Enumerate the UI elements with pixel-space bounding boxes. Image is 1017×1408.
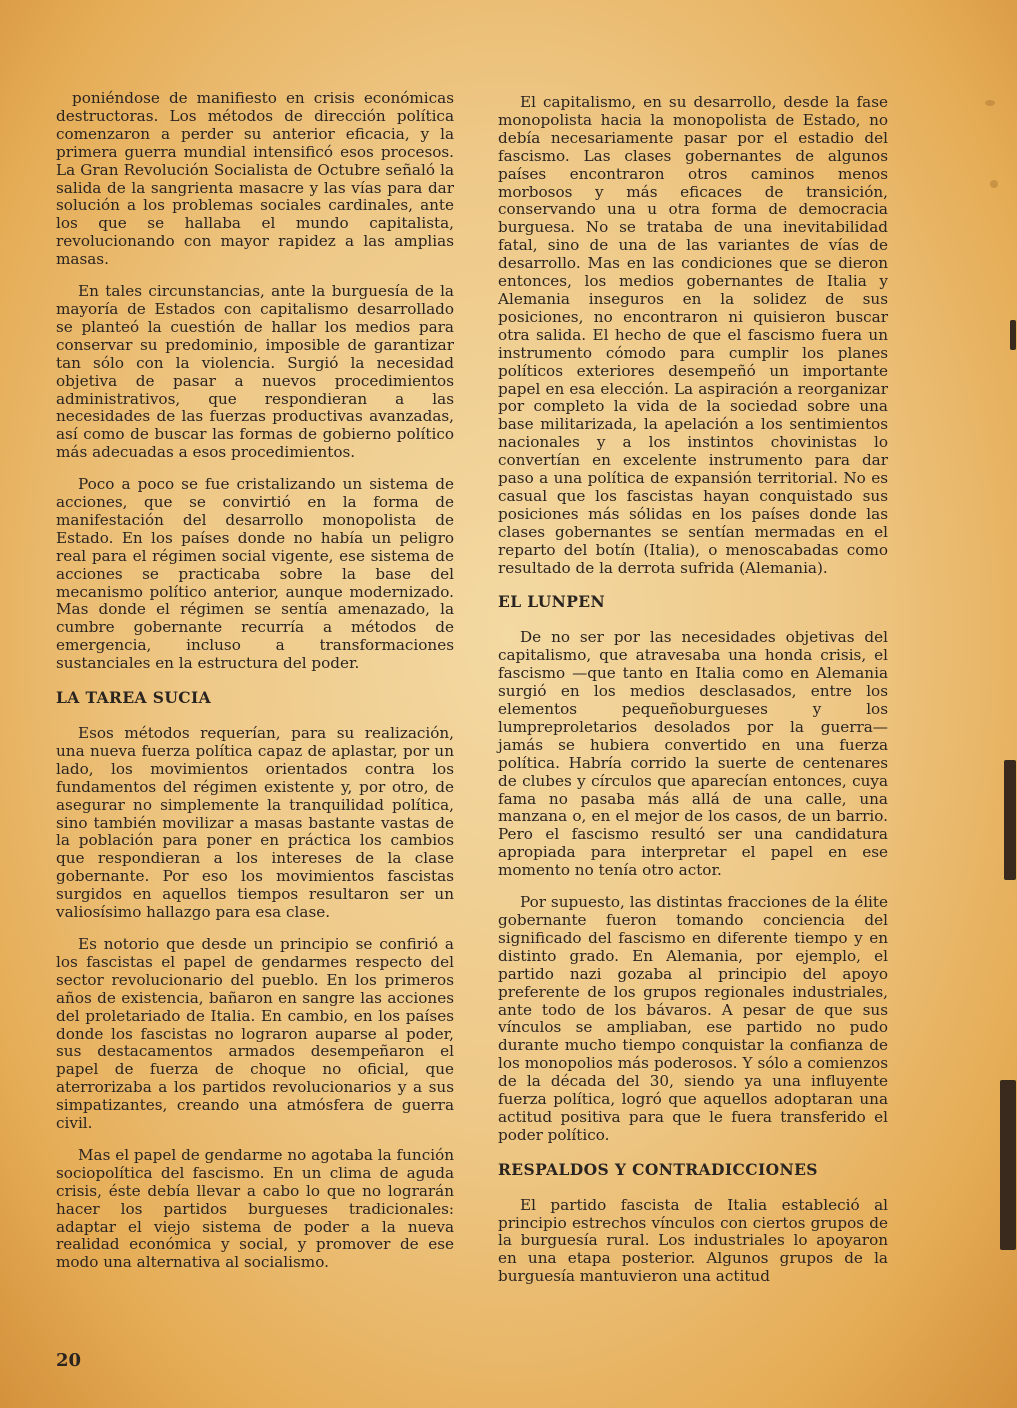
paper-tear-mark bbox=[1004, 760, 1016, 880]
paragraph: Poco a poco se fue cristalizando un sistema de acciones, que se convirtió en la forma de manifestación del desarrollo monopolista de Estado. En los países donde no había un peligro real para el régimen social vigente, ese sistema de acciones se practicaba sobre la base del mecanismo político anterior, aunque modernizado. Mas donde el régimen se sentía amenazado, la cumbre gobernante recurría a métodos de emergencia, incluso a transformaciones sustanciales en la estructura del poder. bbox=[56, 475, 454, 673]
section-heading-la-tarea-sucia: LA TAREA SUCIA bbox=[56, 688, 212, 708]
paragraph: Esos métodos requerían, para su realización, una nueva fuerza política capaz de aplastar, por un lado, los movimientos orientados contra los fundamentos del régimen existente y, por otro, de asegurar no simplemente la tranquilidad política, sino también movilizar a masas bastante vastas de la población para poner en práctica los cambios que respondieran a los intereses de la clase gobernante. Por eso los movimientos fascistas surgidos en aquellos tiempos resultaron ser un valiosísimo hallazgo para esa clase. bbox=[56, 724, 454, 922]
paper-tear-mark bbox=[1010, 320, 1016, 350]
paragraph: El capitalismo, en su desarrollo, desde la fase monopolista hacia la monopolista de Estado, no debía necesariamente pasar por el estadio del fascismo. Las clases gobernantes de algunos países encontraron otros caminos menos morbosos y más eficaces de transición, conservando una u otra forma de democracia burguesa. No se trataba de una inevitabilidad fatal, sino de una de las variantes de vías de desarrollo. Mas en las condiciones que se dieron entonces, los medios gobernantes de Italia y Alemania inseguros en la solidez de sus posiciones, no encontraron ni quisieron buscar otra salida. El hecho de que el fascismo fuera un instrumento cómodo para cumplir los planes políticos exteriores desempeñó un importante papel en esa elección. La aspiración a reorganizar por completo la vida de la sociedad sobre una base militarizada, la apelación a los sentimientos nacionales y a los instintos chovinistas lo convertían en excelente instrumento para dar paso a una política de expansión territorial. No es casual que los fascistas hayan conquistado sus posiciones más sólidas en los países donde las clases gobernantes se sentían mermadas en el reparto del botín (Italia), o menoscabadas como resultado de la derrota sufrida (Alemania). bbox=[498, 93, 888, 577]
paper-stain bbox=[990, 180, 998, 188]
left-column bbox=[56, 90, 454, 1286]
paragraph: En tales circunstancias, ante la burguesía de la mayoría de Estados con capitalismo desarrollado se planteó la cuestión de hallar los medios para conservar su predominio, imposible de garantizar tan sólo con la violencia. Surgió la necesidad objetiva de pasar a nuevos procedimientos administrativos, que respondieran a las necesidades de las fuerzas productivas avanzadas, así como de buscar las formas de gobierno político más adecuadas a esos procedimientos. bbox=[56, 282, 454, 462]
paragraph: El partido fascista de Italia estableció al principio estrechos vínculos con ciertos grupos de la burguesía rural. Los industriales lo apoyaron en una etapa posterior. Algunos grupos de la burguesía mantuvieron una actitud bbox=[498, 1195, 888, 1286]
paper-tear-mark bbox=[1000, 1080, 1016, 1250]
section-heading-el-lunpen: EL LUNPEN bbox=[498, 592, 606, 612]
right-column bbox=[498, 94, 888, 1300]
paragraph: Por supuesto, las distintas fracciones de la élite gobernante fueron tomando conciencia del significado del fascismo en diferente tiempo y en distinto grado. En Alemania, por ejemplo, el partido nazi gozaba al principio del apoyo preferente de los grupos regionales industriales, ante todo de los bávaros. A pesar de que sus vínculos se ampliaban, ese partido no pudo durante mucho tiempo conquistar la confianza de los monopolios más poderosos. Y sólo a comienzos de la década del 30, siendo ya una influyente fuerza política, logró que aquellos adoptaran una actitud positiva para que le fuera transferido el poder político. bbox=[498, 893, 888, 1144]
paragraph: De no ser por las necesidades objetivas del capitalismo, que atravesaba una honda crisis, el fascismo —que tanto en Italia como en Alemania surgió en los medios desclasados, entre los elementos pequeñoburgueses y los lumpreproletarios desolados por la guerra— jamás se hubiera convertido en una fuerza política. Habría corrido la suerte de centenares de clubes y círculos que aparecían entonces, cuya fama no pasaba más allá de una calle, una manzana o, en el mejor de los casos, de un barrio. Pero el fascismo resultó ser una candidatura apropiada para interpretar el papel en ese momento no tenía otro actor. bbox=[498, 628, 888, 880]
paragraph: Es notorio que desde un principio se confirió a los fascistas el papel de gendarmes respecto del sector revolucionario del pueblo. En los primeros años de existencia, bañaron en sangre las acciones del proletariado de Italia. En cambio, en los países donde los fascistas no lograron auparse al poder, sus destacamentos armados desempeñaron el papel de fuerza de choque no oficial, que aterrorizaba a los partidos revolucionarios y a sus simpatizantes, creando una atmósfera de guerra civil. bbox=[56, 934, 454, 1133]
paragraph: poniéndose de manifiesto en crisis económicas destructoras. Los métodos de dirección política comenzaron a perder su anterior eficacia, y la primera guerra mundial intensificó esos procesos. La Gran Revolución Socialista de Octubre señaló la salida de la sangrienta masacre y las vías para dar solución a los problemas sociales cardinales, ante los que se hallaba el mundo capitalista, revolucionando con mayor rapidez a las amplias masas. bbox=[56, 89, 454, 269]
section-heading-respaldos: RESPALDOS Y CONTRADICCIONES bbox=[498, 1159, 818, 1179]
paragraph: Mas el papel de gendarme no agotaba la función sociopolítica del fascismo. En un clima de aguda crisis, éste debía llevar a cabo lo que no lograrán hacer los partidos burgueses tradicionales: adaptar el viejo sistema de poder a la nueva realidad económica y social, y promover de ese modo una alternativa al socialismo. bbox=[56, 1145, 455, 1272]
page-number: 20 bbox=[56, 1350, 82, 1371]
paper-stain bbox=[985, 100, 995, 106]
